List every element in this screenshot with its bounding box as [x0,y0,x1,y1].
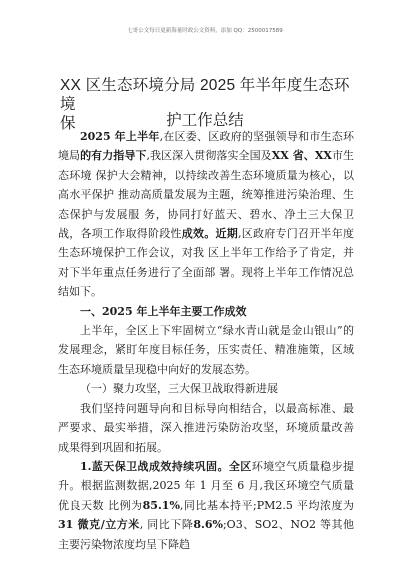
intro-text-4: ,区政府专门召开半年度生态环境保护工作会议，对我 区上半年工作给予了肯定，并对下半年重点任务进行了全面部 署。现将上半年工作情况总结如下。 [58,227,354,299]
intro-bold-2: 的有力指导下 [80,149,147,163]
paragraph-4 [58,457,354,554]
subsection-heading-1: （一）聚力攻坚，三大保卫战取得新进展 [80,382,278,396]
p4-text-3: ,同比基本持平;PM2.5 平均浓度为 [179,498,354,512]
p4-text-5: ;O3、SO2、NO2 等其他主要污染物浓度均呈下降趋 [58,518,355,551]
intro-bold-3: XX 省、XX [271,149,332,163]
p4-text-2: 质量稳步提升。根据监测数据,2025 年 1 月至 6 月,我区环境空气质量优良天数 比例为 [58,459,355,512]
p4-bold-lead: 1.蓝天保卫战成效持续巩固。全区 [80,459,252,473]
paragraph-intro [58,127,354,302]
p4-value-3: 8.6% [193,518,223,532]
header-note: 七哥公文每日更新海量时政公文资料，添加 QQ：2500017589 [127,28,283,34]
intro-text-2: ,我区深入贯彻落实全国及 [146,149,272,163]
paragraph-3: 我们坚持问题导向和目标导向相结合，以最高标准、最严要求、最实举措，深入推进污染防治攻坚，环境质量改善成果得到巩固和拓展。 [58,401,354,454]
p4-value-2: 31 微克/立方米 [58,518,140,532]
p4-text-1: 环境空气 [251,459,298,473]
paragraph-2: 上半年，全区上下牢固树立“绿水青山就是金山银山”的发展理念，紧盯年度目标任务，压实责任、精准施策，区域生态环境质量呈现稳中向好的发展态势。 [58,324,354,376]
document-body [58,127,354,554]
section-heading-1: 一、2025 年上半年主要工作成效 [80,304,247,318]
intro-bold-1: 2025 年上半年 [80,130,160,143]
intro-text-1: ,在区委、区政府的坚强领导和市生态环境局 [58,130,354,163]
intro-bold-4: 成效。近期 [181,227,238,241]
intro-text-3: 市生态环境 保护大会精神，以持续改善生态环境质量为核心，以高水平保护 推动高质量发展为主题，统筹推进污染治理、生态保护与发展服 务，协同打好蓝天、碧水、净土三大保卫战，各项工作取得阶段性 [58,149,355,241]
title-line-1: XX 区生态环境分局 2025 年半年度生态环境 [60,77,350,113]
p4-text-4: , 同比下降 [139,518,194,532]
p4-value-1: 85.1% [142,498,180,512]
title-line-2: 保 [60,115,76,132]
title-line-3: 护工作总结 [166,112,244,129]
